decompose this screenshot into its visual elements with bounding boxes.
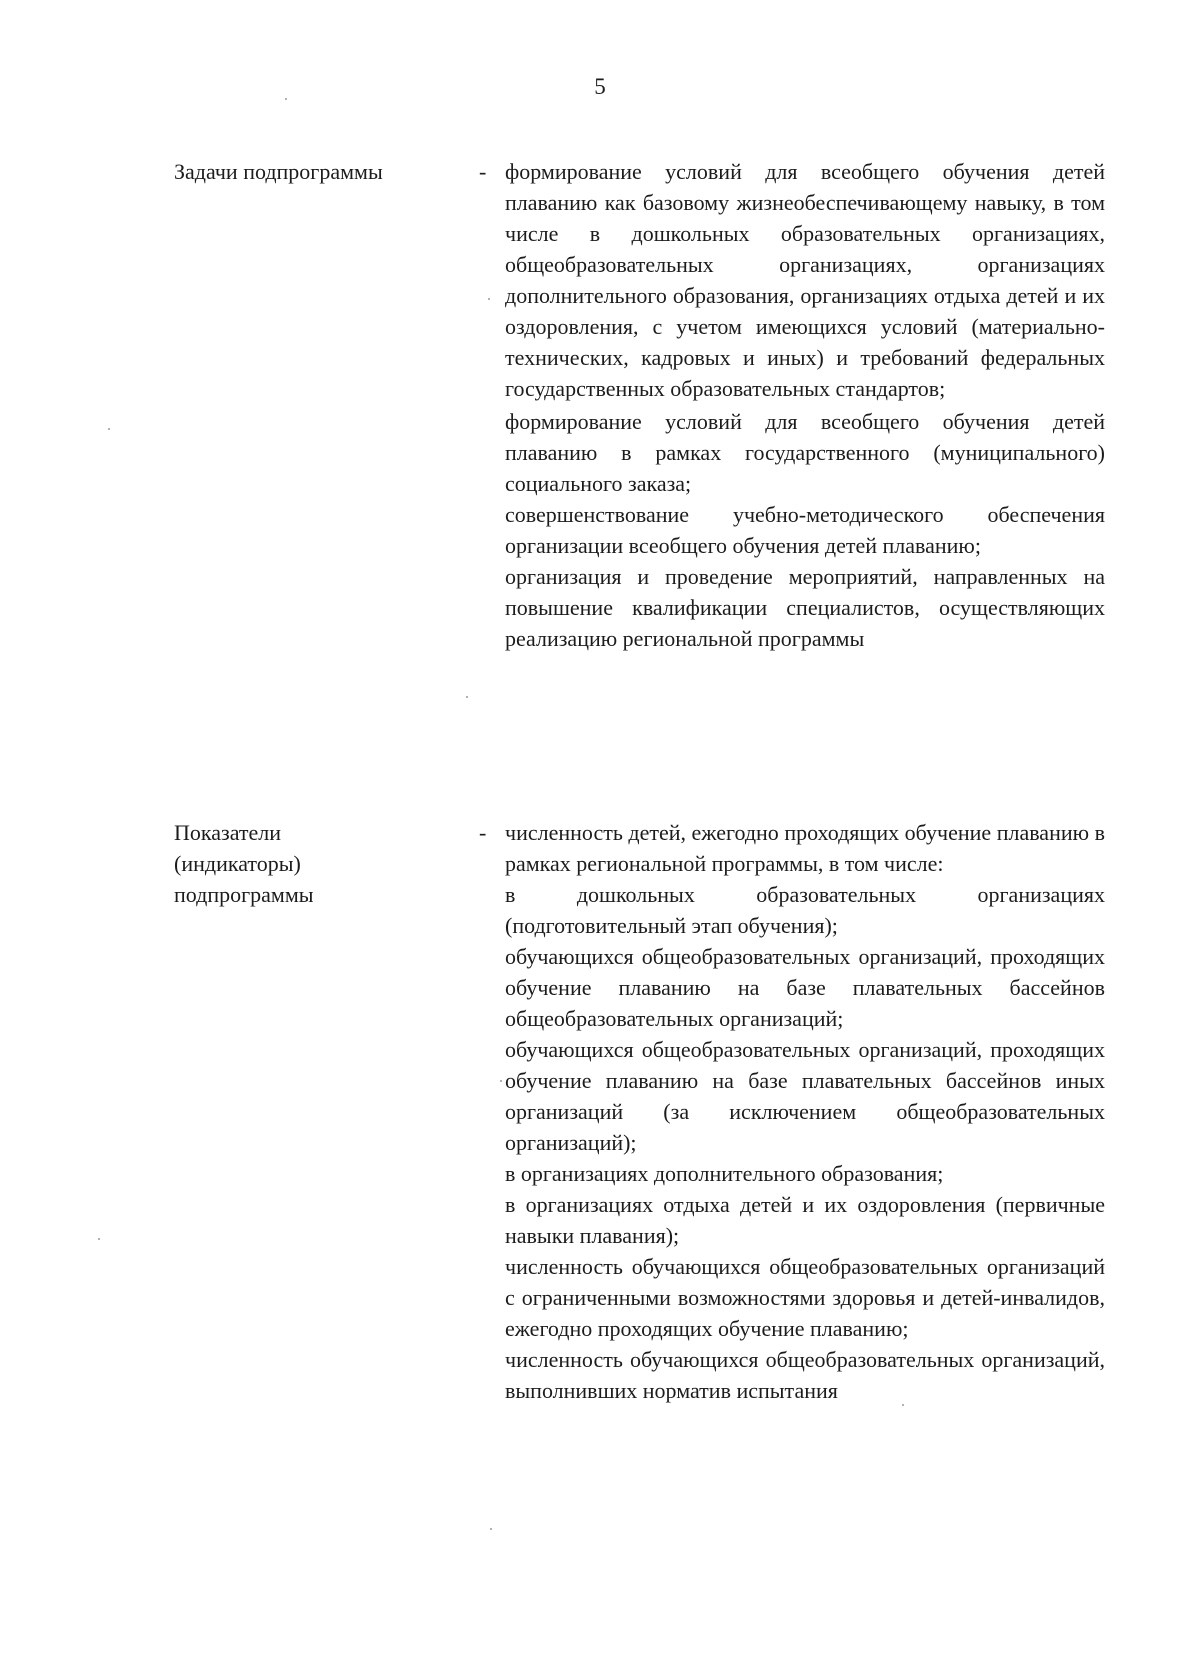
tasks-dash: - [479, 159, 487, 184]
scan-speck [466, 696, 468, 698]
scan-speck [98, 1238, 100, 1240]
indicators-label: Показатели (индикаторы) подпрограммы [174, 820, 314, 907]
indicators-dash: - [479, 820, 487, 845]
indicators-paragraph: в организациях отдыха детей и их оздоровления (первичные навыки плавания); [505, 1192, 1105, 1248]
tasks-paragraph: совершенствование учебно-методического обеспечения организации всеобщего обучения детей плаванию; [505, 502, 1105, 558]
tasks-content [505, 156, 1105, 654]
tasks-paragraph: формирование условий для всеобщего обучения детей плаванию как базовому жизнеобеспечивающему навыку, в том числе в дошкольных образовательных организациях, общеобразовательных организациях, организациях дополнительного образования, организациях отдыха детей и их оздоровления, с учетом имеющихся условий (материально-технических, кадровых и иных) и требований федеральных государственных образовательных стандартов; [505, 159, 1105, 401]
scan-speck [490, 1528, 492, 1530]
page-number: 5 [594, 74, 606, 99]
indicators-paragraph: в организациях дополнительного образования; [505, 1161, 944, 1186]
tasks-paragraph: организация и проведение мероприятий, направленных на повышение квалификации специалистов, осуществляющих реализацию региональной программы [505, 564, 1105, 651]
scan-speck [902, 1404, 904, 1406]
scan-speck [285, 98, 287, 100]
indicators-content [505, 817, 1105, 1406]
indicators-paragraph: в дошкольных образовательных организациях (подготовительный этап обучения); [505, 882, 1105, 938]
scan-speck [500, 1080, 502, 1082]
scan-speck [488, 298, 490, 300]
tasks-paragraph: формирование условий для всеобщего обучения детей плаванию в рамках государственного (муниципального) социального заказа; [505, 409, 1105, 496]
indicators-paragraph: обучающихся общеобразовательных организаций, проходящих обучение плаванию на базе плавательных бассейнов общеобразовательных организаций; [505, 944, 1105, 1031]
indicators-paragraph: численность детей, ежегодно проходящих обучение плаванию в рамках региональной программы, в том числе: [505, 820, 1105, 876]
scan-speck [108, 428, 110, 430]
indicators-paragraph: численность обучающихся общеобразовательных организаций с ограниченными возможностями здоровья и детей-инвалидов, ежегодно проходящих обучение плаванию; [505, 1254, 1105, 1341]
tasks-label: Задачи подпрограммы [174, 159, 383, 184]
indicators-paragraph: обучающихся общеобразовательных организаций, проходящих обучение плаванию на базе плавательных бассейнов иных организаций (за исключением общеобразовательных организаций); [505, 1037, 1105, 1155]
indicators-paragraph: численность обучающихся общеобразовательных организаций, выполнивших норматив испытания [505, 1347, 1105, 1403]
